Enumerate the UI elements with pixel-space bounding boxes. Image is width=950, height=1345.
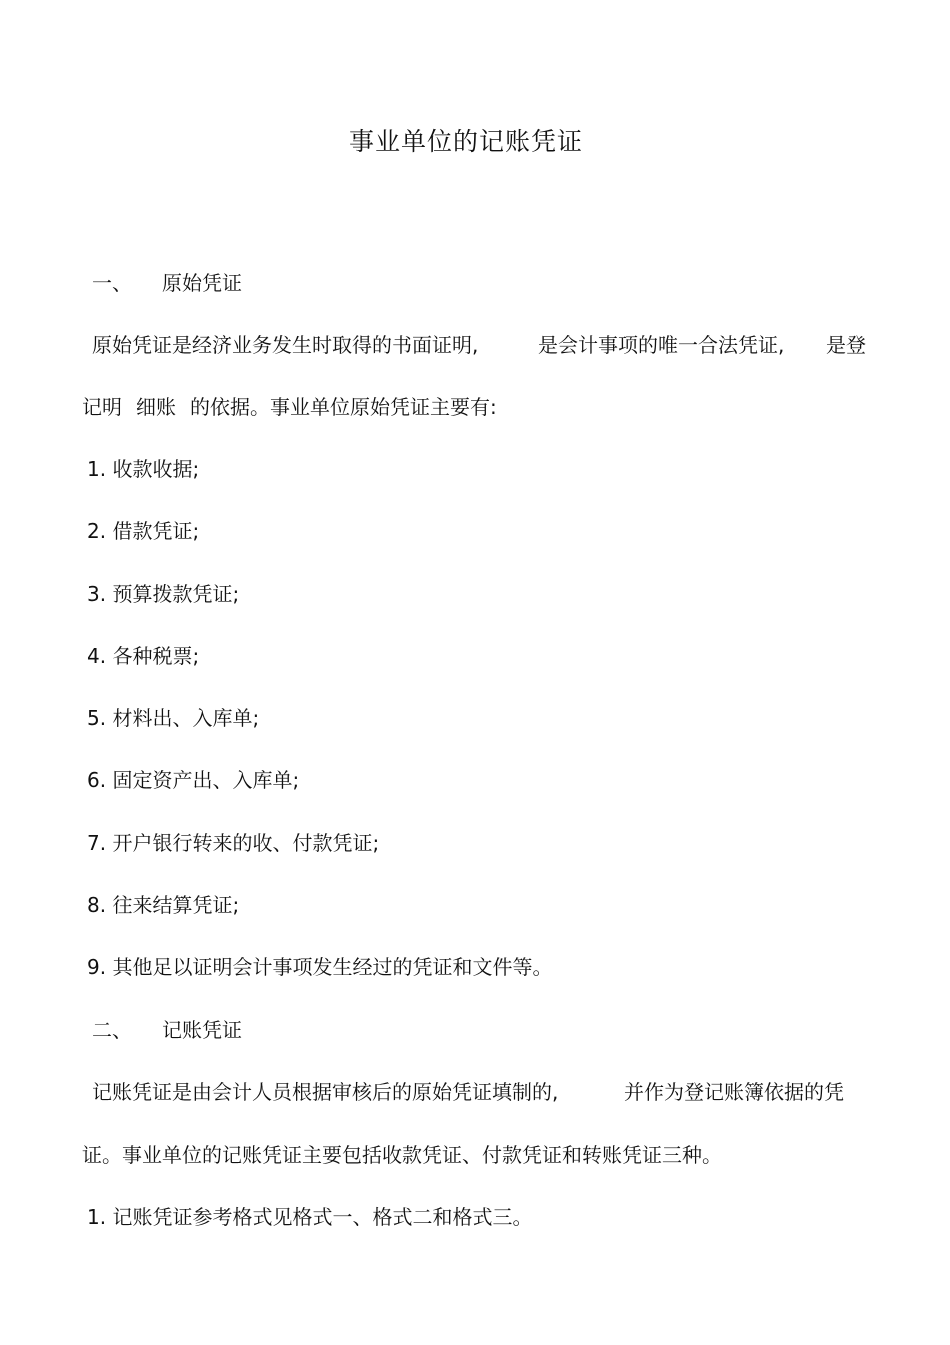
section-title: 原始凭证 xyxy=(162,271,242,295)
list-item xyxy=(87,517,199,545)
list-item xyxy=(87,891,239,919)
list-item xyxy=(87,580,239,608)
list-item xyxy=(87,642,199,670)
list-number: 4. xyxy=(87,644,107,668)
paragraph-text: 的依据。事业单位原始凭证主要有: xyxy=(190,395,497,419)
paragraph-line xyxy=(624,1078,844,1106)
list-number: 7. xyxy=(87,831,107,855)
list-text: 材料出、入库单; xyxy=(112,706,260,730)
list-item xyxy=(87,1203,532,1231)
page-title: 事业单位的记账凭证 xyxy=(348,127,583,156)
paragraph-text: 是会计事项的唯一合法凭证, xyxy=(538,333,785,357)
paragraph-text: 原始凭证是经济业务发生时取得的书面证明, xyxy=(92,333,479,357)
paragraph-text: 记账凭证是由会计人员根据审核后的原始凭证填制的, xyxy=(92,1080,559,1104)
list-text: 往来结算凭证; xyxy=(112,893,240,917)
paragraph-line xyxy=(92,1078,558,1106)
paragraph-line xyxy=(538,331,784,359)
list-number: 9. xyxy=(87,955,107,979)
section-heading xyxy=(92,269,242,297)
list-number: 2. xyxy=(87,519,107,543)
paragraph-text: 并作为登记账簿依据的凭 xyxy=(624,1080,844,1104)
paragraph-text: 是登 xyxy=(826,333,866,357)
paragraph-line xyxy=(92,331,478,359)
list-text: 固定资产出、入库单; xyxy=(112,768,300,792)
paragraph-text: 记明 xyxy=(82,395,122,419)
list-item xyxy=(87,829,379,857)
section-number: 一、 xyxy=(92,271,132,295)
list-text: 预算拨款凭证; xyxy=(112,582,240,606)
list-number: 1. xyxy=(87,457,107,481)
paragraph-line xyxy=(82,393,497,421)
list-item xyxy=(87,766,299,794)
list-number: 1. xyxy=(87,1205,107,1229)
list-item xyxy=(87,953,552,981)
paragraph-line xyxy=(82,1141,722,1169)
list-text: 记账凭证参考格式见格式一、格式二和格式三。 xyxy=(112,1205,533,1229)
list-number: 3. xyxy=(87,582,107,606)
section-title: 记账凭证 xyxy=(162,1018,242,1042)
paragraph-line xyxy=(826,331,866,359)
list-item xyxy=(87,704,259,732)
list-text: 其他足以证明会计事项发生经过的凭证和文件等。 xyxy=(112,955,553,979)
list-number: 8. xyxy=(87,893,107,917)
list-text: 收款收据; xyxy=(112,457,200,481)
list-item xyxy=(87,455,199,483)
section-heading xyxy=(92,1016,242,1044)
list-number: 6. xyxy=(87,768,107,792)
list-text: 开户银行转来的收、付款凭证; xyxy=(112,831,380,855)
list-text: 借款凭证; xyxy=(112,519,200,543)
list-text: 各种税票; xyxy=(112,644,200,668)
list-number: 5. xyxy=(87,706,107,730)
paragraph-text: 细账 xyxy=(136,395,176,419)
section-number: 二、 xyxy=(92,1018,132,1042)
paragraph-text: 证。事业单位的记账凭证主要包括收款凭证、付款凭证和转账凭证三种。 xyxy=(82,1143,722,1167)
